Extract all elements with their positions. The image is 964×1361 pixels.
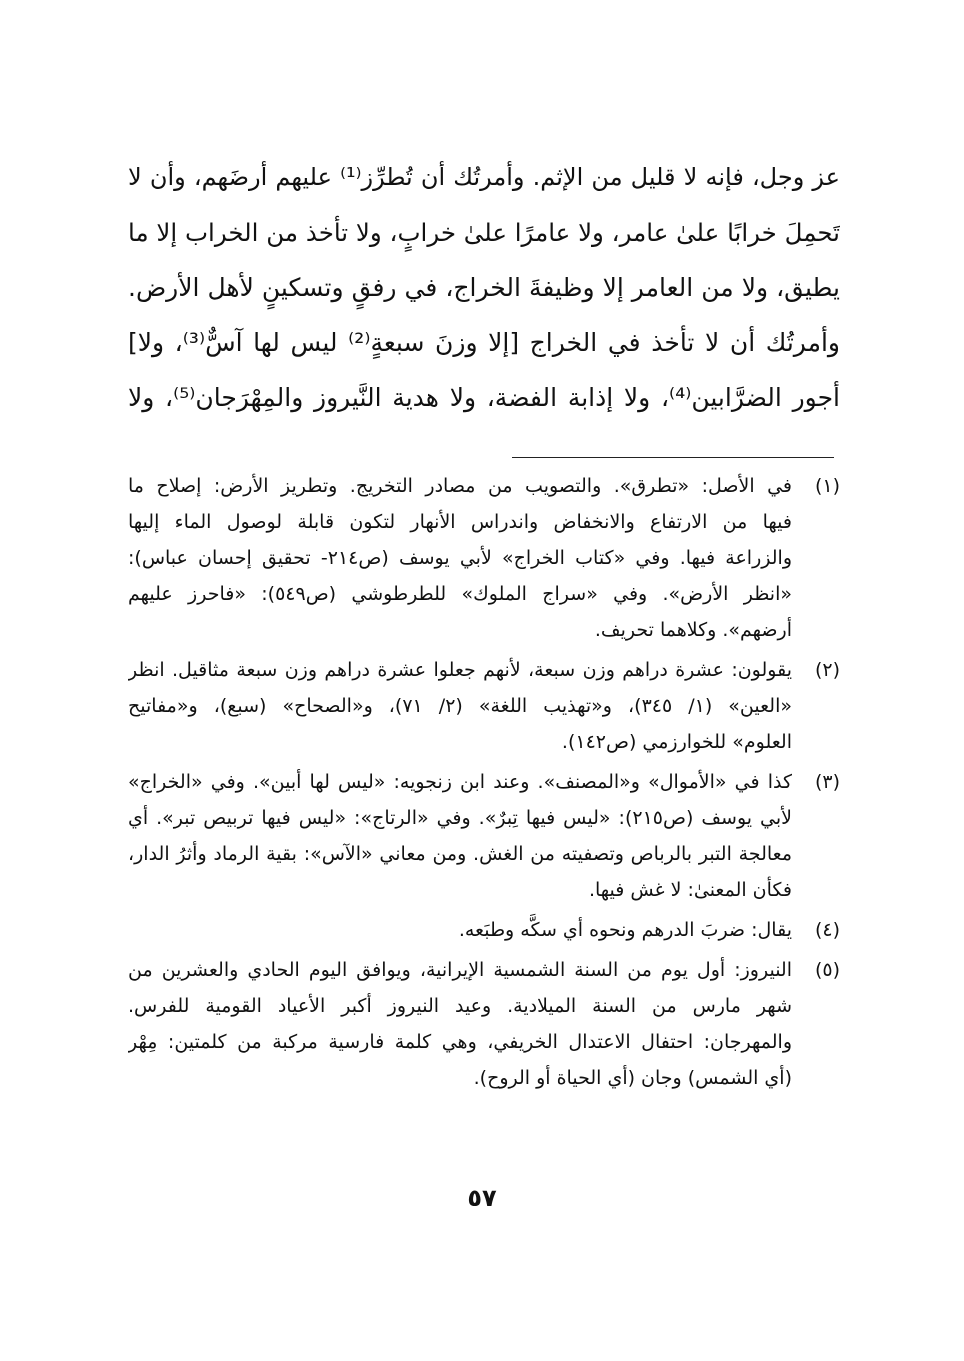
footnote-line: النيروز: أول يوم من السنة الشمسية الإيرانية، ويوافق اليوم الحادي والعشرين من <box>128 959 792 981</box>
footnote-line: والزراعة فيها. وفي «كتاب الخراج» لأبي يوسف (ص٢١٤- تحقيق إحسان عباس): <box>128 547 792 569</box>
footnote-divider <box>512 457 834 458</box>
footnote-line: معالجة التبر بالرباص وتصفيته من الغش. ومن معاني «الآس»: بقية الرماد وأثرُ الدار، <box>128 843 792 865</box>
footnote-line: «انظر الأرض». وفي «سراج الملوك» للطرطوشي (ص٥٤٩): «فاحرز عليهم <box>128 583 792 605</box>
main-text-line: تَحمِلَ خرابًا علىٰ عامر، ولا عامرًا علىٰ خرابٍ، ولا تأخذ من الخراب إلا ما <box>128 218 840 247</box>
footnote-line: يقال: ضربَ الدرهم ونحوه أي سكَّه وطبَعه. <box>458 919 792 941</box>
footnote-line: والمهرجان: احتفال الاعتدال الخريفي، وهي كلمة فارسية مركبة من كلمتين: مِهْر <box>128 1031 792 1053</box>
main-text-line: أجور الضرَّابين⁽⁴⁾، ولا إذابة الفضة، ولا هدية النَّيروز والمِهْرَجان⁽⁵⁾، ولا <box>128 383 840 412</box>
footnote-4 <box>128 912 840 948</box>
footnote-line: كذا في «الأموال» و«المصنف». وعند ابن زنجويه: «ليس لها أبين». وفي «الخراج» <box>128 771 792 793</box>
footnote-line: في الأصل: «تطرق». والتصويب من مصادر التخريج. وتطريز الأرض: إصلاح ما <box>128 475 792 497</box>
footnote-line: «العين» (١/ ٣٤٥)، و«تهذيب اللغة» (٢/ ٧١)، و«الصحاح» (سبع)، و«مفاتيح <box>128 695 792 717</box>
footnote-number: (١) <box>814 475 840 497</box>
footnote-line: أرضهم». وكلاهما تحريف. <box>594 619 792 641</box>
footnote-line: العلوم» للخوارزمي (ص١٤٢). <box>561 731 792 753</box>
footnotes <box>128 468 840 1100</box>
footnote-line: (أي الشمس) وجان (أي الحياة أو الروح). <box>473 1067 792 1089</box>
footnote-line: شهر مارس من السنة الميلادية. وعيد النيروز أكبر الأعياد القومية للفرس. <box>128 995 792 1017</box>
main-text <box>128 150 840 425</box>
main-text-line: وأمرتُك أن لا تأخذ في الخراج [إلا وزنَ سبعةٍ⁽²⁾ ليس لها آسٌّ⁽³⁾، ولا] <box>128 328 840 357</box>
footnote-5 <box>128 952 840 1096</box>
footnote-1 <box>128 468 840 648</box>
footnote-2 <box>128 652 840 760</box>
page-number: ٥٧ <box>467 1184 497 1212</box>
footnote-number: (٣) <box>814 771 840 793</box>
footnote-line: يقولون: عشرة دراهم وزن سبعة، لأنهم جعلوا عشرة دراهم وزن سبعة مثاقيل. انظر <box>128 659 792 681</box>
footnote-line: فكأن المعنىٰ: لا غش فيها. <box>588 879 792 901</box>
footnote-number: (٤) <box>814 919 840 941</box>
footnote-line: لأبي يوسف (ص٢١٥): «ليس فيها تِبرٌ». وفي «الرتاج»: «ليس فيها تربيص تبر». أي <box>128 807 792 829</box>
footnote-number: (٥) <box>814 959 840 981</box>
main-text-line: عز وجل، فإنه لا قليل من الإثم. وأمرتُك أن تُطرِّز⁽¹⁾ عليهم أرضَهم، وأن لا <box>128 163 840 191</box>
footnote-number: (٢) <box>814 659 840 681</box>
footnote-line: فيها من الارتفاع والانخفاض واندراس الأنهار لتكون قابلة لوصول الماء إليها <box>128 511 792 533</box>
main-text-line: يطيق، ولا من العامر إلا وظيفةَ الخراج، في رفقٍ وتسكينٍ لأهل الأرض. <box>128 273 840 302</box>
footnote-3 <box>128 764 840 908</box>
